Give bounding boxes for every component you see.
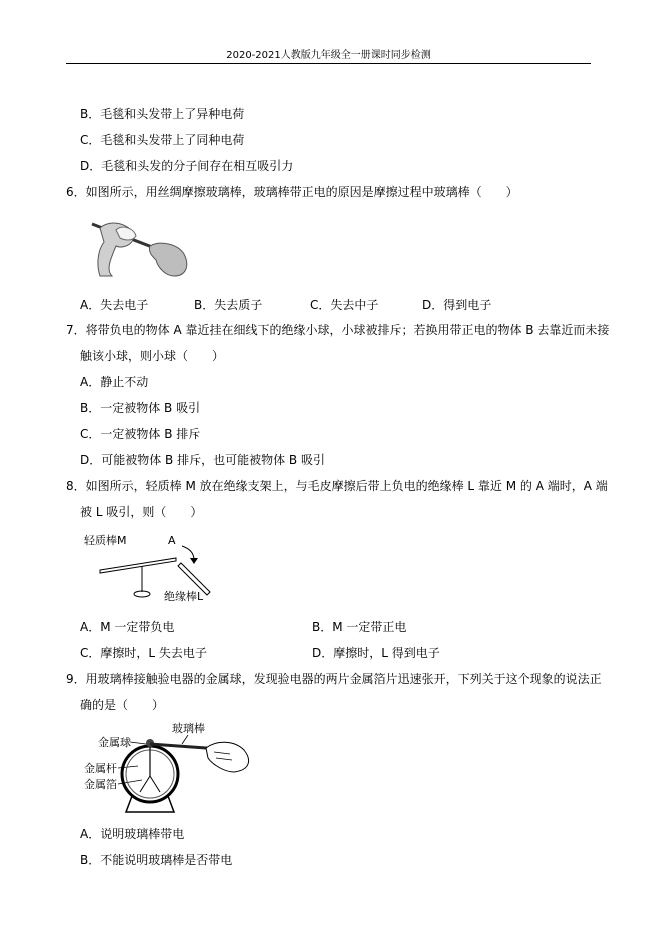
right-hand — [149, 243, 186, 276]
light-rod-m — [100, 558, 176, 573]
q7-option-a: A．静止不动 — [80, 375, 149, 389]
q6-stem: 6．如图所示，用丝绸摩擦玻璃棒，玻璃棒带正电的原因是摩擦过程中玻璃棒（ ） — [66, 185, 518, 199]
arrow-curve — [182, 546, 194, 560]
q9-stem-line2: 确的是（ ） — [80, 698, 165, 712]
fig-label-foil: 金属箔 — [84, 778, 117, 791]
q7-option-b: B．一定被物体 B 吸引 — [80, 401, 201, 415]
q8-option-b: B．M 一定带正电 — [312, 620, 407, 634]
q9-stem-line1: 9．用玻璃棒接触验电器的金属球，发现验电器的两片金属箔片迅速张开，下列关于这个现象的说法正 — [66, 672, 602, 686]
q8-option-d: D．摩擦时，L 得到电子 — [312, 646, 440, 660]
hand — [206, 742, 249, 772]
q7-stem-line1: 7．将带负电的物体 A 靠近挂在细线下的绝缘小球，小球被排斥；若换用带正电的物体 B 去靠近而未接 — [66, 323, 610, 337]
q6-option-b: B．失去质子 — [194, 298, 263, 312]
q6-option-c: C．失去中子 — [310, 298, 379, 312]
fig-label-glass: 玻璃棒 — [172, 722, 205, 735]
q7-stem-line2: 触该小球，则小球（ ） — [80, 349, 225, 363]
q6-rubbing-figure — [86, 210, 196, 280]
page-header: 2020-2021人教版九年级全一册课时同步检测 — [66, 50, 591, 64]
fig-label-a: A — [168, 534, 176, 547]
q9-option-a: A．说明玻璃棒带电 — [80, 827, 185, 841]
q8-rod-figure — [84, 530, 234, 606]
q8-stem-line1: 8．如图所示，轻质棒 M 放在绝缘支架上，与毛皮摩擦后带上负电的绝缘棒 L 靠近 M 的 A 端时，A 端 — [66, 479, 608, 493]
q9-option-b: B．不能说明玻璃棒是否带电 — [80, 853, 233, 867]
metal-foils — [140, 776, 160, 792]
fig-label-rod: 金属杆 — [84, 762, 117, 775]
fig-label-m: 轻质棒M — [84, 534, 127, 547]
q5-option-d: D．毛毯和头发的分子间存在相互吸引力 — [80, 159, 294, 173]
q7-option-d: D．可能被物体 B 排斥，也可能被物体 B 吸引 — [80, 453, 325, 467]
arrow-head — [190, 558, 198, 564]
fig-label-ball: 金属球 — [98, 736, 131, 749]
q9-electroscope-figure — [84, 720, 256, 816]
q8-option-c: C．摩擦时，L 失去电子 — [80, 646, 207, 660]
q8-option-a: A．M 一定带负电 — [80, 620, 175, 634]
q5-option-b: B．毛毯和头发带上了异种电荷 — [80, 107, 245, 121]
q7-option-c: C．一定被物体 B 排斥 — [80, 427, 201, 441]
q6-option-d: D．得到电子 — [422, 298, 492, 312]
q8-stem-line2: 被 L 吸引，则（ ） — [80, 505, 203, 519]
q6-option-a: A．失去电子 — [80, 298, 149, 312]
q5-option-c: C．毛毯和头发带上了同种电荷 — [80, 133, 245, 147]
fig-label-l: 绝缘棒L — [164, 590, 204, 603]
